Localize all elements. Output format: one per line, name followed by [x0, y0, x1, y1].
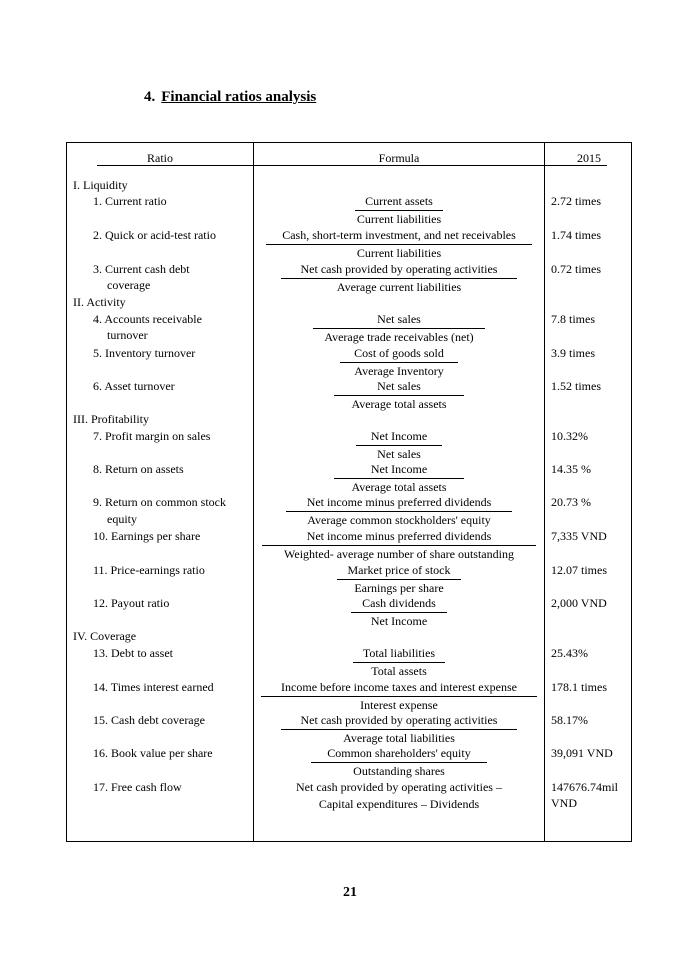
ratio-name: 7. Profit margin on sales [93, 429, 211, 443]
ratio-name: 10. Earnings per share [93, 529, 201, 543]
ratio-value: 0.72 times [551, 262, 601, 276]
ratio-value: 2,000 VND [551, 596, 607, 610]
formula-denominator: Outstanding shares [353, 763, 445, 778]
formula-denominator: Net Income [370, 613, 428, 628]
formula-fraction [254, 261, 544, 295]
ratio-value: 147676.74mil [551, 780, 619, 794]
ratio-name: 2. Quick or acid-test ratio [93, 228, 216, 242]
category-coverage: IV. Coverage [73, 629, 137, 643]
ratio-name: 17. Free cash flow [93, 780, 182, 794]
page-number: 21 [343, 885, 357, 900]
formula-denominator: Net sales [377, 446, 421, 461]
ratio-value: 12.07 times [551, 563, 607, 577]
formula-numerator: Cash dividends [362, 596, 436, 610]
section-heading [144, 89, 320, 106]
ratios-table [66, 142, 632, 842]
ratio-value: 7.8 times [551, 312, 595, 326]
formula-line: Capital expenditures – Dividends [318, 796, 480, 811]
formula-denominator: Current liabilities [356, 211, 442, 226]
ratio-value: 58.17% [551, 713, 588, 727]
header-rule [254, 165, 544, 166]
formula-text [254, 779, 544, 812]
formula-numerator: Net cash provided by operating activities [300, 713, 498, 727]
formula-fraction [254, 745, 544, 779]
header-rule [545, 165, 607, 166]
category-liquidity: I. Liquidity [73, 178, 128, 192]
formula-fraction [254, 311, 544, 345]
formula-numerator: Net income minus preferred dividends [306, 529, 492, 543]
formula-fraction [254, 461, 544, 495]
header-ratio: Ratio [147, 151, 173, 165]
formula-denominator: Average current liabilities [336, 279, 462, 294]
formula-fraction [254, 562, 544, 596]
ratio-name: 5. Inventory turnover [93, 346, 196, 360]
formula-fraction [254, 227, 544, 261]
formula-denominator: Average Inventory [354, 363, 444, 378]
formula-numerator: Net cash provided by operating activities [300, 262, 498, 276]
formula-fraction [254, 193, 544, 227]
ratio-value: 1.52 times [551, 379, 601, 393]
section-title: Financial ratios analysis [161, 89, 317, 105]
category-profitability: III. Profitability [73, 412, 149, 426]
ratio-value: 1.74 times [551, 228, 601, 242]
formula-line: Net cash provided by operating activities – [296, 780, 502, 794]
formula-numerator: Common shareholders' equity [327, 746, 471, 760]
formula-fraction [254, 378, 544, 412]
formula-denominator: Average total assets [351, 479, 447, 494]
section-number: 4. [144, 89, 156, 105]
header-year: 2015 [577, 151, 601, 165]
formula-fraction [254, 645, 544, 679]
formula-numerator: Income before income taxes and interest expense [281, 680, 517, 694]
ratio-name: 11. Price-earnings ratio [93, 563, 205, 577]
formula-denominator: Total assets [371, 663, 427, 678]
ratio-name: 16. Book value per share [93, 746, 213, 760]
ratio-value: 25.43% [551, 646, 588, 660]
ratio-name-continued: equity [107, 512, 137, 526]
ratio-name: 15. Cash debt coverage [93, 713, 205, 727]
formula-fraction [254, 528, 544, 562]
formula-numerator: Current assets [365, 194, 433, 208]
ratio-name: 8. Return on assets [93, 462, 184, 476]
formula-numerator: Cost of goods sold [354, 346, 444, 360]
ratio-name: 1. Current ratio [93, 194, 167, 208]
ratio-name: 13. Debt to asset [93, 646, 173, 660]
ratio-name: 6. Asset turnover [93, 379, 175, 393]
formula-numerator: Cash, short-term investment, and net receivables [282, 228, 516, 242]
ratio-name: 4. Accounts receivable [93, 312, 202, 326]
formula-denominator: Average trade receivables (net) [324, 329, 474, 344]
ratio-name: 14. Times interest earned [93, 680, 214, 694]
ratio-value: 14.35 % [551, 462, 591, 476]
formula-denominator: Current liabilities [356, 245, 442, 260]
column-divider [544, 143, 545, 841]
formula-denominator: Earnings per share [354, 580, 444, 595]
formula-numerator: Market price of stock [347, 563, 451, 577]
ratio-name-continued: coverage [107, 278, 151, 292]
formula-numerator: Net sales [377, 379, 421, 393]
ratio-value-continued: VND [551, 796, 577, 810]
formula-denominator: Average total liabilities [343, 730, 455, 745]
ratio-value: 178.1 times [551, 680, 607, 694]
ratio-name-continued: turnover [107, 328, 148, 342]
formula-fraction [254, 679, 544, 713]
formula-denominator: Weighted- average number of share outstanding [284, 546, 514, 561]
ratio-value: 2.72 times [551, 194, 601, 208]
header-rule [97, 165, 253, 166]
ratio-value: 10.32% [551, 429, 588, 443]
formula-numerator: Net Income [370, 462, 428, 476]
formula-fraction [254, 494, 544, 528]
formula-numerator: Net income minus preferred dividends [306, 495, 492, 509]
formula-denominator: Average total assets [351, 396, 447, 411]
formula-denominator: Average common stockholders' equity [307, 512, 491, 527]
ratio-value: 3.9 times [551, 346, 595, 360]
formula-numerator: Net sales [377, 312, 421, 326]
ratio-value: 7,335 VND [551, 529, 607, 543]
formula-fraction [254, 712, 544, 746]
formula-fraction [254, 595, 544, 629]
category-activity: II. Activity [73, 295, 126, 309]
formula-numerator: Net Income [370, 429, 428, 443]
formula-fraction [254, 345, 544, 379]
ratio-name: 9. Return on common stock [93, 495, 226, 509]
header-formula: Formula [378, 151, 420, 165]
ratio-name: 12. Payout ratio [93, 596, 170, 610]
ratio-name: 3. Current cash debt [93, 262, 190, 276]
formula-fraction [254, 428, 544, 462]
formula-denominator: Interest expense [360, 697, 438, 712]
ratio-value: 39,091 VND [551, 746, 613, 760]
formula-numerator: Total liabilities [362, 646, 436, 660]
ratio-value: 20.73 % [551, 495, 591, 509]
